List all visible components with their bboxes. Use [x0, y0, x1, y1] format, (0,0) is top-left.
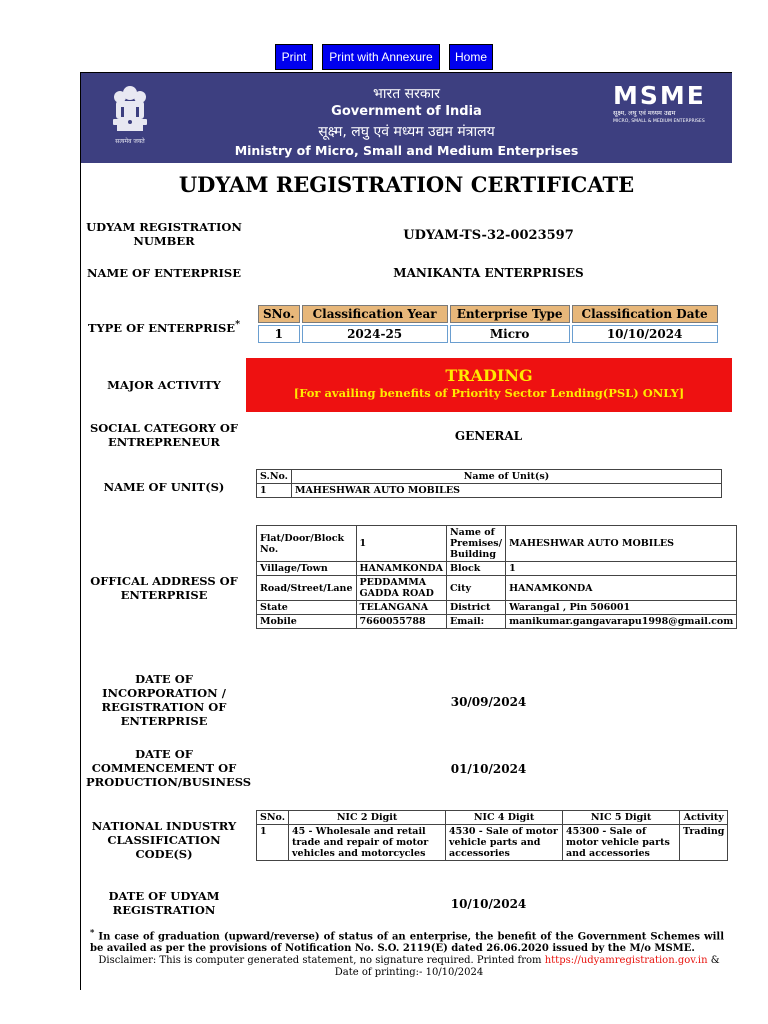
udyam-portal-link[interactable]: https://udyamregistration.gov.in	[544, 955, 708, 966]
address-row	[257, 526, 737, 562]
address-flat-value: 1	[356, 526, 447, 562]
classification-table	[256, 303, 720, 345]
nic-header-4digit: NIC 4 Digit	[446, 811, 563, 825]
type-star: *	[235, 319, 241, 330]
nic-table	[256, 810, 728, 861]
nic-header-sno: SNo.	[257, 811, 289, 825]
nic-header-2digit: NIC 2 Digit	[289, 811, 446, 825]
units-table	[256, 469, 722, 498]
nic-row	[257, 825, 728, 861]
social-category-value: GENERAL	[454, 429, 523, 443]
address-premises-value: MAHESHWAR AUTO MOBILES	[506, 526, 737, 562]
address-email-value: manikumar.gangavarapu1998@gmail.com	[506, 615, 737, 629]
hindi-ministry-text: सूक्ष्म, लघु एवं मध्यम उद्यम मंत्रालय	[318, 124, 495, 140]
disclaimer-text-2: & Date of printing:- 10/10/2024	[334, 955, 720, 978]
commencement-value: 01/10/2024	[450, 762, 527, 776]
classification-header-year: Classification Year	[302, 305, 448, 323]
msme-logo-text: MSME	[613, 81, 706, 110]
msme-hindi-text: सूक्ष्म, लघु एवं मध्यम उद्यम	[613, 109, 676, 117]
emblem-caption: सत्यमेव जयते	[115, 138, 145, 145]
reg-number-value: UDYAM-TS-32-0023597	[403, 228, 574, 243]
nic-2digit: 45 - Wholesale and retail trade and repair of motor vehicles and motorcycles	[289, 825, 446, 861]
footnote	[90, 926, 724, 955]
address-state-value: TELANGANA	[356, 601, 447, 615]
address-table	[256, 525, 737, 629]
nic-activity: Trading	[680, 825, 728, 861]
nic-header-activity: Activity	[680, 811, 728, 825]
msme-sub-text: MICRO, SMALL & MEDIUM ENTERPRISES	[613, 119, 705, 124]
units-row	[257, 484, 722, 498]
home-button[interactable]: Home	[449, 44, 493, 70]
major-activity-box	[246, 358, 732, 412]
address-road-value: PEDDAMMA GADDA ROAD	[356, 576, 447, 601]
address-email-label: Email:	[447, 615, 506, 629]
units-header-sno: S.No.	[257, 470, 292, 484]
type-label-text: TYPE OF ENTERPRISE	[87, 320, 236, 335]
address-label: OFFICAL ADDRESS OF ENTERPRISE	[90, 574, 238, 602]
footnote-star: *	[90, 927, 95, 937]
nic-sno: 1	[257, 825, 289, 861]
udyam-date-value: 10/10/2024	[450, 897, 527, 911]
address-row	[257, 601, 737, 615]
major-activity-label: MAJOR ACTIVITY	[107, 378, 221, 392]
disclaimer-text-1: Disclaimer: This is computer generated statement, no signature required. Printed from	[98, 955, 545, 966]
classification-header-type: Enterprise Type	[450, 305, 570, 323]
footnote-text: In case of graduation (upward/reverse) of status of an enterprise, the benefit of the Government Schemes will be availed as per the provisions of Notification No. S.O. 2119(E) dated 26.06.2020 issued by the M/o MSME.	[90, 931, 724, 955]
address-block-value: 1	[506, 562, 737, 576]
nic-header-5digit: NIC 5 Digit	[563, 811, 680, 825]
address-block-label: Block	[447, 562, 506, 576]
address-row	[257, 576, 737, 601]
print-button[interactable]: Print	[275, 44, 313, 70]
major-activity-note: [For availing benefits of Priority Sector Lending(PSL) ONLY]	[293, 386, 685, 400]
government-banner	[81, 73, 732, 163]
disclaimer	[86, 955, 732, 979]
address-city-value: HANAMKONDA	[506, 576, 737, 601]
address-city-label: City	[447, 576, 506, 601]
address-mobile-label: Mobile	[257, 615, 357, 629]
nic-header-row	[257, 811, 728, 825]
frame-left-border	[80, 72, 81, 990]
address-road-label: Road/Street/Lane	[257, 576, 357, 601]
address-row	[257, 615, 737, 629]
classification-row	[258, 325, 718, 343]
classification-enterprise-type: Micro	[450, 325, 570, 343]
address-district-value: Warangal , Pin 506001	[506, 601, 737, 615]
nic-5digit: 45300 - Sale of motor vehicle parts and accessories	[563, 825, 680, 861]
enterprise-name-label: NAME OF ENTERPRISE	[87, 266, 241, 280]
address-village-value: HANAMKONDA	[356, 562, 447, 576]
classification-header-row	[258, 305, 718, 323]
gov-text: Government of India	[331, 104, 482, 119]
print-with-annexure-button[interactable]: Print with Annexure	[322, 44, 440, 70]
reg-number-label: UDYAM REGISTRATION NUMBER	[86, 220, 242, 248]
classification-header-date: Classification Date	[572, 305, 718, 323]
social-category-label: SOCIAL CATEGORY OF ENTREPRENEUR	[89, 421, 239, 449]
address-row	[257, 562, 737, 576]
address-premises-label: Name of Premises/ Building	[447, 526, 506, 562]
certificate-title: UDYAM REGISTRATION CERTIFICATE	[178, 172, 635, 197]
address-flat-label: Flat/Door/Block No.	[257, 526, 357, 562]
address-district-label: District	[447, 601, 506, 615]
nic-label: NATIONAL INDUSTRY CLASSIFICATION CODE(S)	[91, 819, 237, 861]
incorporation-value: 30/09/2024	[450, 695, 527, 709]
units-label: NAME OF UNIT(S)	[103, 480, 225, 494]
ministry-text: Ministry of Micro, Small and Medium Enterprises	[234, 143, 579, 158]
units-name: MAHESHWAR AUTO MOBILES	[292, 484, 722, 498]
commencement-label: DATE OF COMMENCEMENT OF PRODUCTION/BUSINESS	[86, 747, 252, 789]
address-village-label: Village/Town	[257, 562, 357, 576]
address-mobile-value: 7660055788	[356, 615, 447, 629]
hindi-gov-text: भारत सरकार	[373, 86, 440, 102]
units-header-row	[257, 470, 722, 484]
address-state-label: State	[257, 601, 357, 615]
enterprise-name-value: MANIKANTA ENTERPRISES	[393, 266, 584, 280]
classification-year: 2024-25	[302, 325, 448, 343]
units-header-name: Name of Unit(s)	[292, 470, 722, 484]
nic-4digit: 4530 - Sale of motor vehicle parts and accessories	[446, 825, 563, 861]
classification-sno: 1	[258, 325, 300, 343]
units-sno: 1	[257, 484, 292, 498]
classification-header-sno: SNo.	[258, 305, 300, 323]
type-label	[86, 318, 242, 335]
major-activity-value: TRADING	[445, 366, 533, 385]
msme-logo	[613, 83, 723, 126]
incorporation-label: DATE OF INCORPORATION / REGISTRATION OF ENTERPRISE	[101, 672, 227, 728]
classification-date: 10/10/2024	[572, 325, 718, 343]
udyam-date-label: DATE OF UDYAM REGISTRATION	[108, 889, 220, 917]
